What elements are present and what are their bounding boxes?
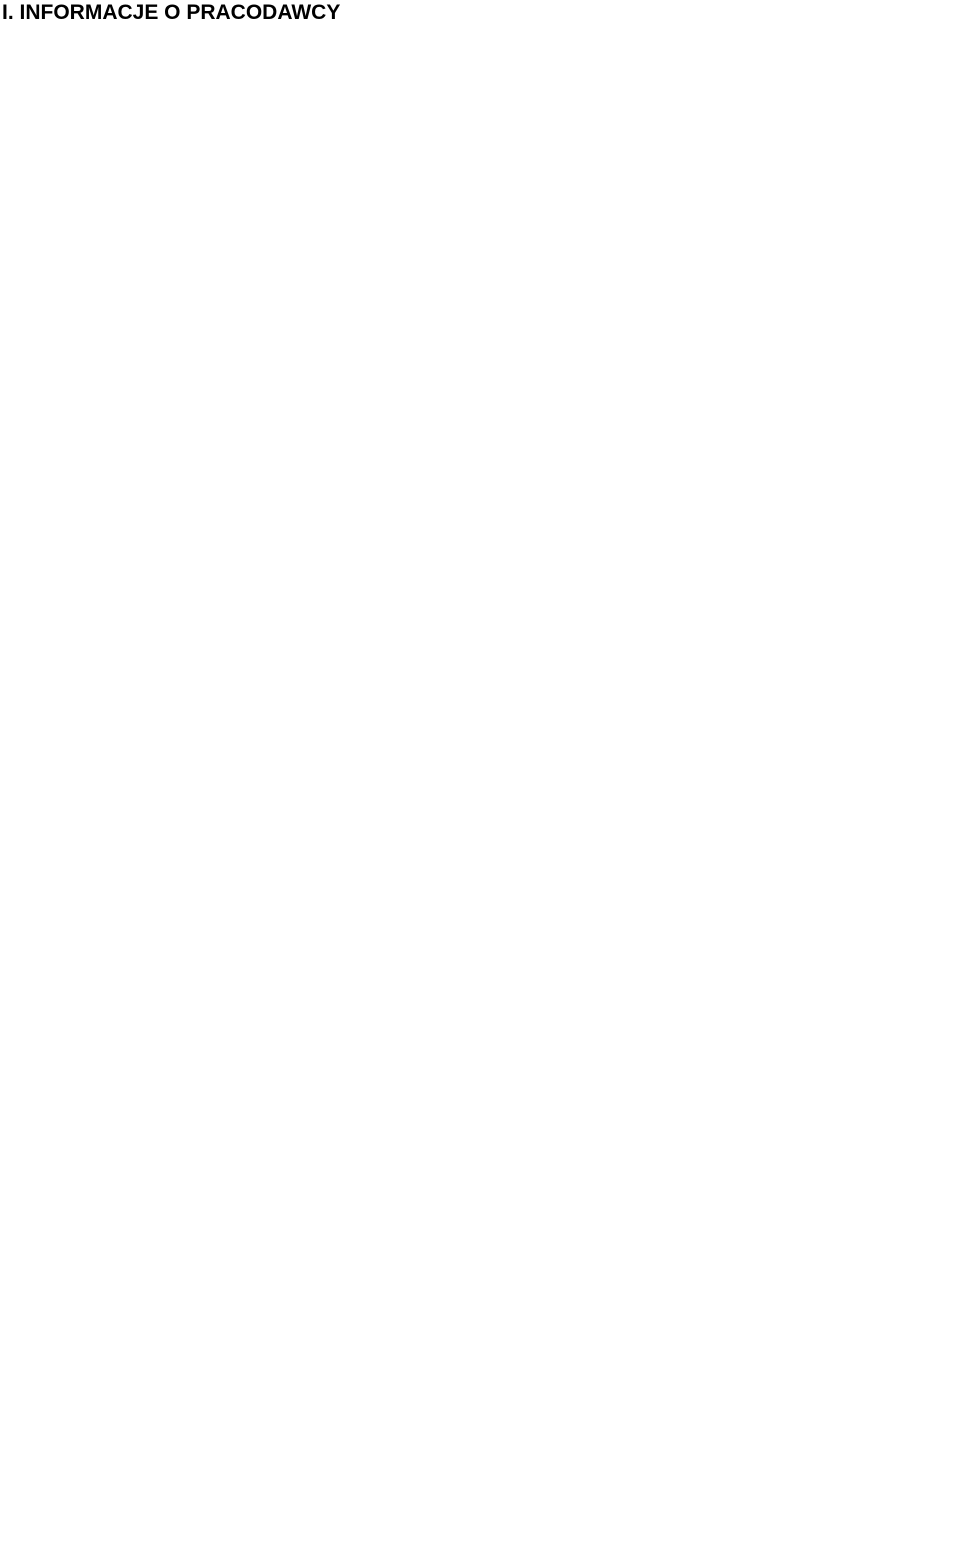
page-heading: I. INFORMACJE O PRACODAWCY: [2, 1, 341, 24]
